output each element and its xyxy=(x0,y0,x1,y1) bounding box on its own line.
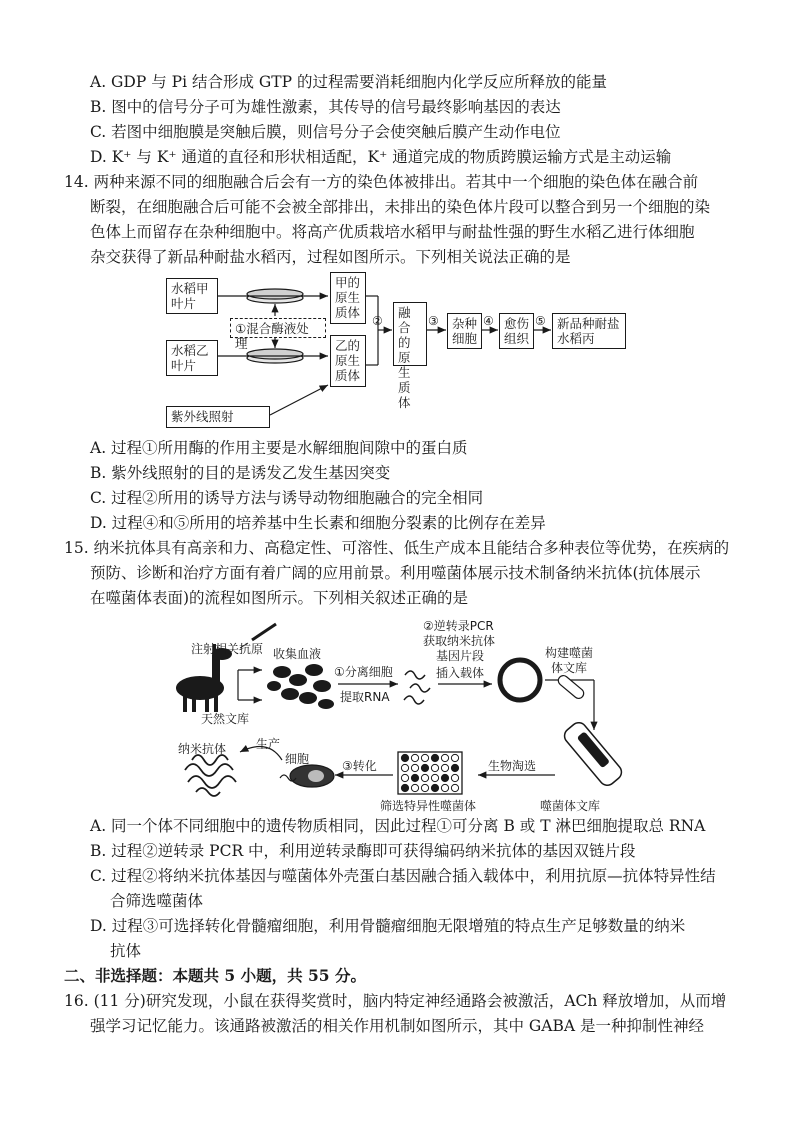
q14-stem-line: 色体上而留存在杂种细胞中。将高产优质栽培水稻甲与耐盐性强的野生水稻乙进行体细胞 xyxy=(90,223,695,241)
q15-option-a: A. 同一个体不同细胞中的遗传物质相同，因此过程①可分离 B 或 T 淋巴细胞提取总 RNA xyxy=(90,817,706,835)
q16-stem-line: 强学习记忆能力。该通路被激活的相关作用机制如图所示，其中 GABA 是一种抑制性神经 xyxy=(90,1017,705,1035)
q13-option-d: D. K⁺ 与 K⁺ 通道的直径和形状相适配，K⁺ 通道完成的物质跨膜运输方式是主动运输 xyxy=(90,148,672,166)
build-library-label-2: 体文库 xyxy=(551,661,588,675)
q15-option-c-cont: 合筛选噬菌体 xyxy=(110,892,204,910)
well xyxy=(421,784,428,791)
panning-label: 生物淘选 xyxy=(488,759,537,773)
well xyxy=(451,774,458,781)
q14-option-a: A. 过程①所用酶的作用主要是水解细胞间隙中的蛋白质 xyxy=(90,439,468,457)
q14-option-c: C. 过程②所用的诱导方法与诱导动物细胞融合的完全相同 xyxy=(90,489,484,507)
inject-antigen-label: 注射相关抗原 xyxy=(191,642,264,656)
well xyxy=(451,754,458,761)
q14-stem-line: 14. 两种来源不同的细胞融合后会有一方的染色体被排出。若其中一个细胞的染色体在融合前 xyxy=(64,173,699,191)
step-4-label: ④ xyxy=(483,314,494,328)
rice-b-box: 水稻乙叶片 xyxy=(166,340,218,376)
fused-protoplast-box: 融合的原生质体 xyxy=(393,302,427,366)
hybrid-cell-box: 杂种细胞 xyxy=(447,313,482,349)
well xyxy=(411,754,418,761)
step-2-label: ② xyxy=(372,314,383,328)
q13-option-b: B. 图中的信号分子可为雄性激素，其传导的信号最终影响基因的表达 xyxy=(90,98,561,116)
well xyxy=(421,754,428,761)
step-5-label: ⑤ xyxy=(535,314,546,328)
product-box: 新品种耐盐水稻丙 xyxy=(552,313,626,349)
well xyxy=(421,764,428,771)
well xyxy=(411,774,418,781)
well xyxy=(441,764,448,771)
step-2-desc: 获取纳米抗体 xyxy=(423,634,496,648)
q15-option-c: C. 过程②将纳米抗体基因与噬菌体外壳蛋白基因融合插入载体中，利用抗原—抗体特异性结 xyxy=(90,867,716,885)
well xyxy=(441,784,448,791)
callus-box: 愈伤组织 xyxy=(499,313,534,349)
q14-stem-line: 断裂，在细胞融合后可能不会被全部排出，未排出的染色体片段可以整合到另一个细胞的染 xyxy=(90,198,711,216)
q15-option-d-cont: 抗体 xyxy=(110,942,142,960)
well xyxy=(401,754,408,761)
uv-box: 紫外线照射 xyxy=(166,406,270,428)
gene-fragment-label: 基因片段 xyxy=(436,649,485,663)
q15-stem-line: 在噬菌体表面)的流程如图所示。下列相关叙述正确的是 xyxy=(90,589,469,607)
phage-library-tube-icon xyxy=(561,719,624,788)
phage-library-label: 噬菌体文库 xyxy=(540,799,601,813)
well xyxy=(431,774,438,781)
well xyxy=(451,764,458,771)
step-1-label: ①分离细胞 xyxy=(334,665,393,679)
test-tube-icon xyxy=(556,674,585,701)
q15-option-d: D. 过程③可选择转化骨髓瘤细胞，利用骨髓瘤细胞无限增殖的特点生产足够数量的纳米 xyxy=(90,917,686,935)
enzyme-treatment-box: ①混合酶液处理 xyxy=(230,318,326,338)
q15-stem-line: 15. 纳米抗体具有高亲和力、高稳定性、可溶性、低生产成本且能结合多种表位等优势，在疾病的 xyxy=(64,539,730,557)
q14-option-b: B. 紫外线照射的目的是诱发乙发生基因突变 xyxy=(90,464,391,482)
q14-stem-line: 杂交获得了新品种耐盐水稻丙，过程如图所示。下列相关说法正确的是 xyxy=(90,248,571,266)
extract-rna-label: 提取RNA xyxy=(340,690,390,704)
natural-library-label: 天然文库 xyxy=(201,712,250,726)
collect-blood-label: 收集血液 xyxy=(273,647,322,661)
rna-icon xyxy=(404,671,430,704)
well xyxy=(441,774,448,781)
insert-vector-label: 插入载体 xyxy=(436,666,485,680)
q15-option-b: B. 过程②逆转录 PCR 中，利用逆转录酶即可获得编码纳米抗体的基因双链片段 xyxy=(90,842,636,860)
well xyxy=(451,784,458,791)
blood-cells-icon xyxy=(267,664,334,709)
section-heading: 二、非选择题：本题共 5 小题，共 55 分。 xyxy=(64,966,366,985)
build-library-label: 构建噬菌 xyxy=(545,646,594,660)
produce-label: 生产 xyxy=(256,737,281,751)
well xyxy=(411,764,418,771)
protoplast-a-box: 甲的原生质体 xyxy=(330,272,366,324)
q15-stem-line: 预防、诊断和治疗方面有着广阔的应用前景。利用噬菌体展示技术制备纳米抗体(抗体展示 xyxy=(90,564,701,582)
plasmid-icon xyxy=(500,660,540,700)
step-3-label: ③ xyxy=(428,314,439,328)
well xyxy=(401,764,408,771)
well xyxy=(421,774,428,781)
well xyxy=(441,754,448,761)
step-3-label: ③转化 xyxy=(342,759,377,773)
rice-a-box: 水稻甲叶片 xyxy=(166,278,218,314)
screen-phage-label: 筛选特异性噬菌体 xyxy=(380,799,477,813)
well xyxy=(401,784,408,791)
well xyxy=(431,764,438,771)
protoplast-b-box: 乙的原生质体 xyxy=(330,335,366,387)
q13-option-c: C. 若图中细胞膜是突触后膜，则信号分子会使突触后膜产生动作电位 xyxy=(90,123,561,141)
well xyxy=(411,784,418,791)
nanobody-icon xyxy=(185,755,236,796)
well xyxy=(401,774,408,781)
well xyxy=(431,754,438,761)
q16-stem-line: 16. (11 分)研究发现，小鼠在获得奖赏时，脑内特定神经通路会被激活，ACh 释放增加，从而增 xyxy=(64,992,727,1010)
q14-option-d: D. 过程④和⑤所用的培养基中生长素和细胞分裂素的比例存在差异 xyxy=(90,514,546,532)
q13-option-a: A. GDP 与 Pi 结合形成 GTP 的过程需要消耗细胞内化学反应所释放的能量 xyxy=(90,73,607,91)
well xyxy=(431,784,438,791)
step-2-label: ②逆转录PCR xyxy=(423,619,494,633)
cell-label: 细胞 xyxy=(285,752,310,766)
nanobody-label: 纳米抗体 xyxy=(178,742,227,756)
